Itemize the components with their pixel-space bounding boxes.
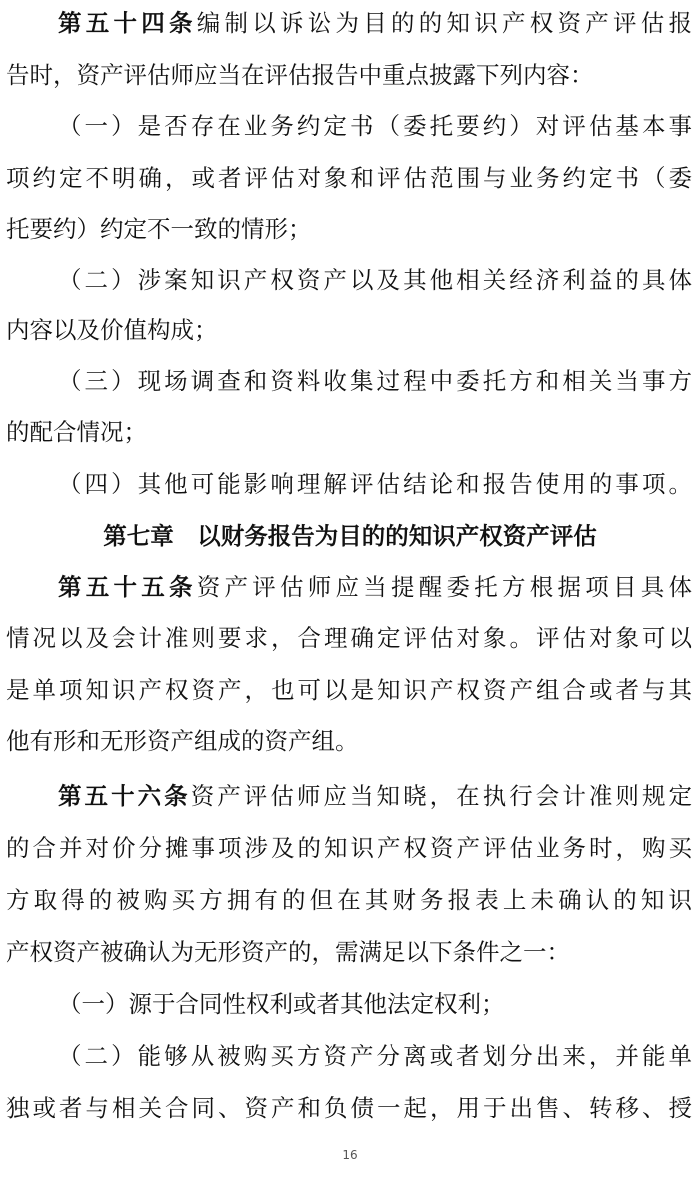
article-54-line-2: 告时，资产评估师应当在评估报告中重点披露下列内容： <box>6 61 594 89</box>
article-54-item-3-line-1: （三）现场调查和资料收集过程中委托方和相关当事方 <box>58 367 692 395</box>
article-56-line-4: 产权资产被确认为无形资产的，需满足以下条件之一： <box>6 938 570 966</box>
article-54-text: 编制以诉讼为目的的知识产权资产评估报 <box>196 9 692 37</box>
article-55-line-1 <box>0 561 700 613</box>
article-56-line-3: 方取得的被购买方拥有的但在其财务报表上未确认的知识 <box>6 886 692 914</box>
article-54-item-2-line-1: （二）涉案知识产权资产以及其他相关经济利益的具体 <box>58 266 692 294</box>
article-55-line-3: 是单项知识产权资产，也可以是知识产权资产组合或者与其 <box>6 676 692 704</box>
chapter-7-title: 第七章 以财务报告为目的的知识产权资产评估 <box>103 522 597 550</box>
page-number: 16 <box>342 1148 358 1162</box>
article-55-line-4: 他有形和无形资产组成的资产组。 <box>6 727 359 755</box>
article-56-item-1: （一）源于合同性权利或者其他法定权利； <box>58 990 505 1018</box>
article-55-text: 资产评估师应当提醒委托方根据项目具体 <box>196 573 692 601</box>
article-55-line-2: 情况以及会计准则要求，合理确定评估对象。评估对象可以 <box>6 624 692 652</box>
article-56-heading: 第五十六条 <box>58 782 191 810</box>
article-54-item-4-line-1: （四）其他可能影响理解评估结论和报告使用的事项。 <box>58 470 692 498</box>
article-54-item-3-line-2: 的配合情况； <box>6 418 147 446</box>
article-54-item-1-line-2: 项约定不明确，或者评估对象和评估范围与业务约定书（委 <box>6 164 692 192</box>
article-56-item-2-line-2: 独或者与相关合同、资产和负债一起，用于出售、转移、授 <box>6 1094 692 1122</box>
article-56-item-2-line-1: （二）能够从被购买方资产分离或者划分出来，并能单 <box>58 1042 692 1070</box>
article-54-item-1-line-1: （一）是否存在业务约定书（委托要约）对评估基本事 <box>58 112 692 140</box>
article-56-text: 资产评估师应当知晓，在执行会计准则规定 <box>190 782 693 810</box>
article-54-line-1 <box>0 0 700 49</box>
article-54-heading: 第五十四条 <box>58 9 197 37</box>
article-56-line-2: 的合并对价分摊事项涉及的知识产权资产评估业务时，购买 <box>6 834 692 862</box>
article-54-item-1-line-3: 托要约）约定不一致的情形； <box>6 215 312 243</box>
article-54-item-2-line-2: 内容以及价值构成； <box>6 316 218 344</box>
article-55-heading: 第五十五条 <box>58 573 197 601</box>
article-56-line-1 <box>0 770 700 822</box>
